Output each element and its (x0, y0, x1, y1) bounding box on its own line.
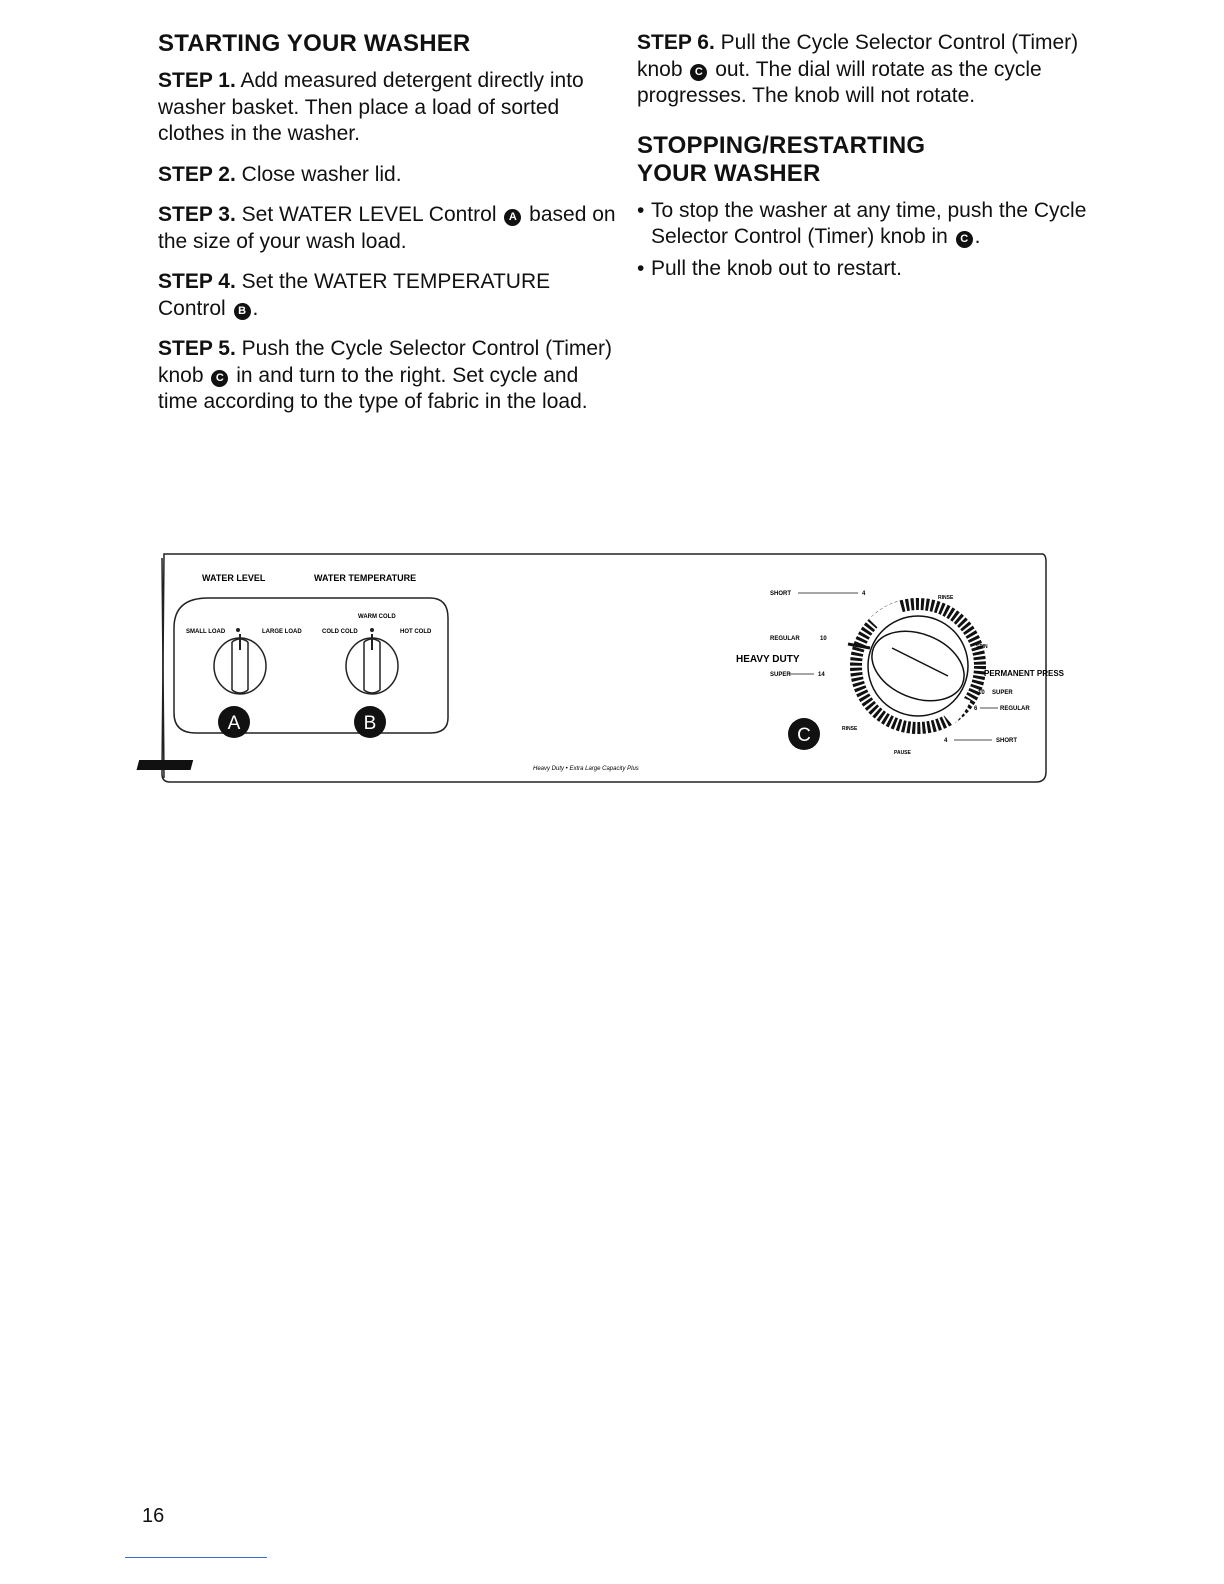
temp-cold-cold-label: COLD COLD (322, 629, 358, 635)
step-3-text: Set WATER LEVEL Control (241, 203, 497, 226)
step-3-text-after: based on the size of your wash load. (158, 203, 616, 253)
dial-spin-right: SPIN (976, 644, 988, 650)
brand-text: Kenmore (212, 763, 244, 770)
dial-num-4: 4 (862, 591, 866, 597)
bullet-2-text: Pull the knob out to restart. (651, 256, 902, 280)
list-item (637, 198, 1087, 250)
step-2-label: STEP 2. (158, 162, 236, 186)
dial-pause: PAUSE (894, 750, 911, 756)
step-3 (158, 202, 618, 255)
step-6-text-after: out. The dial will rotate as the cycle progresses. The knob will not rotate. (637, 57, 1042, 107)
step-4-text-after: . (252, 296, 259, 320)
step-6-label: STEP 6. (637, 31, 715, 54)
dial-super: SUPER (770, 672, 791, 678)
heading-line-1: STOPPING/RESTARTING (637, 131, 926, 159)
permanent-press-label: PERMANENT PRESS (984, 669, 1065, 678)
left-column (158, 30, 618, 430)
control-panel-illustration (158, 548, 1065, 786)
dial-pp-regular: REGULAR (1000, 706, 1030, 712)
footer-divider (125, 1557, 267, 1558)
control-c-badge-icon: C (956, 231, 973, 248)
tagline: Heavy Duty • Extra Large Capacity Plus (533, 766, 639, 772)
heavy-duty-label: HEAVY DUTY (736, 654, 800, 665)
water-temp-title: WATER TEMPERATURE (314, 573, 417, 583)
list-item (637, 256, 1087, 282)
step-1-label: STEP 1. (158, 69, 236, 92)
dial-pp-6: 6 (974, 706, 978, 712)
step-2 (158, 162, 618, 189)
label-a-text: A (227, 713, 241, 734)
large-load-label: LARGE LOAD (262, 629, 302, 635)
section-heading-stopping (637, 132, 1087, 188)
dial-pp-4: 4 (944, 738, 948, 744)
step-2-text: Close washer lid. (241, 162, 402, 186)
bullet-1-text: To stop the washer at any time, push the Cycle Selector Control (Timer) knob in (651, 198, 1087, 248)
step-5 (158, 336, 618, 416)
dial-rinse-bottom: RINSE (842, 726, 858, 732)
step-5-text: Push the Cycle Selector Control (Timer) knob (158, 337, 613, 387)
step-1-text: Add measured detergent directly into washer basket. Then place a load of sorted clothes in the washer. (158, 69, 584, 145)
control-b-badge-icon: B (234, 303, 251, 320)
step-3-label: STEP 3. (158, 203, 236, 226)
section-heading-starting: STARTING YOUR WASHER (158, 30, 471, 57)
label-c-text: C (797, 725, 811, 746)
temp-hot-cold-label: HOT COLD (400, 629, 432, 635)
page-number: 16 (142, 1505, 165, 1527)
dial-short-top: SHORT (770, 591, 791, 597)
dial-num-14: 14 (818, 672, 825, 678)
dial-pp-10: 10 (978, 690, 985, 696)
label-b-text: B (363, 713, 377, 734)
bullet-1-text-after: . (974, 224, 981, 248)
step-4-label: STEP 4. (158, 270, 236, 293)
control-panel-svg (158, 548, 1065, 786)
control-c-badge-icon: C (690, 64, 707, 81)
dial-num-10: 10 (820, 636, 827, 642)
small-load-label: SMALL LOAD (186, 629, 226, 635)
heading-line-2: YOUR WASHER (637, 159, 821, 187)
stop-restart-list (637, 198, 1087, 282)
dial-pp-super: SUPER (992, 690, 1013, 696)
step-6-text: Pull the Cycle Selector Control (Timer) knob (637, 31, 1079, 81)
step-1 (158, 68, 618, 148)
step-5-label: STEP 5. (158, 337, 236, 360)
dial-pp-short: SHORT (996, 738, 1017, 744)
step-4 (158, 269, 618, 322)
step-6 (637, 30, 1087, 110)
step-4-text: Set the WATER TEMPERATURE Control (158, 270, 551, 320)
right-column (637, 30, 1087, 288)
control-c-badge-icon: C (211, 370, 228, 387)
water-level-title: WATER LEVEL (202, 573, 266, 583)
dial-rinse-top: RINSE (938, 595, 954, 601)
temp-warm-cold-label: WARM COLD (358, 614, 396, 620)
dial-regular: REGULAR (770, 636, 800, 642)
step-5-text-after: in and turn to the right. Set cycle and time according to the type of fabric in the load. (158, 363, 588, 413)
control-a-badge-icon: A (504, 209, 521, 226)
